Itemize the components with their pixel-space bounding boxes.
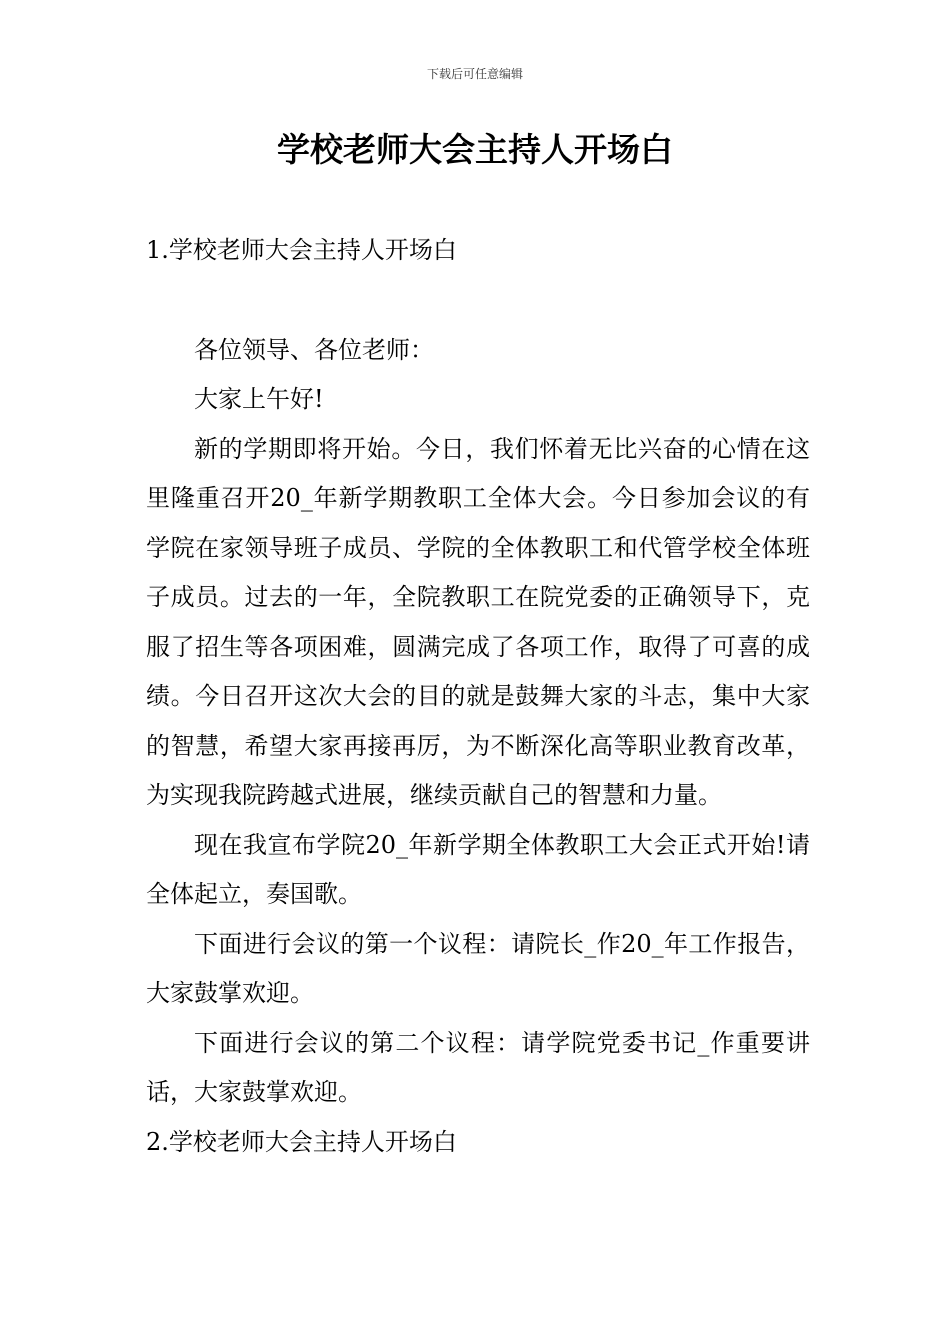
section-heading-1: 1.学校老师大会主持人开场白 [146, 236, 457, 264]
paragraph: 新的学期即将开始。今日，我们怀着无比兴奋的心情在这里隆重召开20_年新学期教职工全体大会。今日参加会议的有学院在家领导班子成员、学院的全体教职工和代管学校全体班子成员。过去的一年，全院教职工在院党委的正确领导下，克服了招生等各项困难，圆满完成了各项工作，取得了可喜的成绩。今日召开这次大会的目的就是鼓舞大家的斗志，集中大家的智慧，希望大家再接再厉，为不断深化高等职业教育改革，为实现我院跨越式进展，继续贡献自己的智慧和力量。 [146, 434, 810, 809]
greeting: 大家上午好! [194, 385, 324, 413]
section-heading-2: 2.学校老师大会主持人开场白 [146, 1127, 457, 1156]
document-body [146, 226, 810, 1167]
paragraph: 现在我宣布学院20_年新学期全体教职工大会正式开始!请全体起立，奏国歌。 [146, 830, 810, 908]
paragraph: 下面进行会议的第一个议程：请院长_作20_年工作报告，大家鼓掌欢迎。 [146, 929, 810, 1007]
salutation: 各位领导、各位老师： [194, 335, 434, 364]
spacer [146, 276, 810, 326]
document-title: 学校老师大会主持人开场白 [277, 130, 673, 169]
paragraph: 下面进行会议的第二个议程：请学院党委书记_作重要讲话，大家鼓掌欢迎。 [146, 1028, 810, 1106]
running-header: 下载后可任意编辑 [426, 67, 523, 81]
